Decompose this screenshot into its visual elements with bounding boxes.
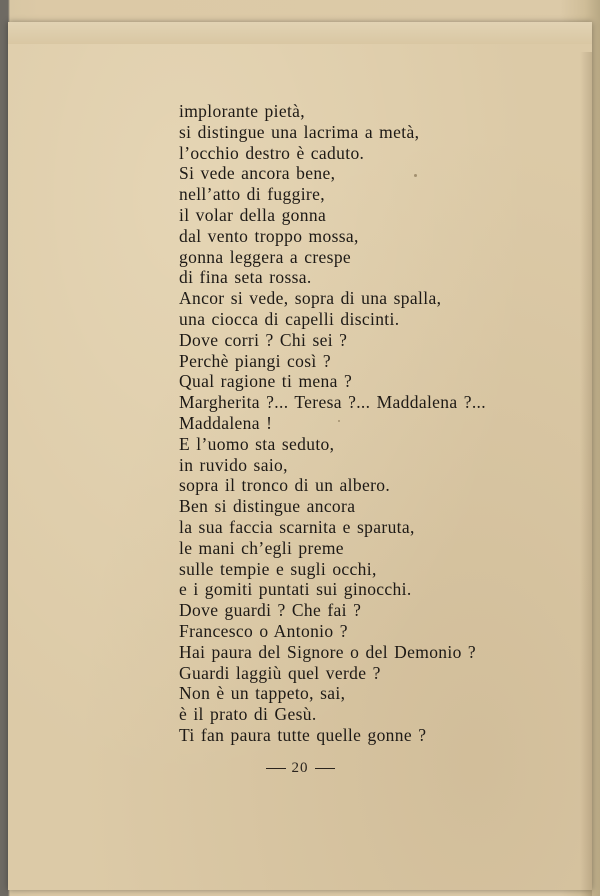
poem-line: Dove corri ? Chi sei ? [179, 329, 348, 350]
poem-line: implorante pietà, [179, 101, 306, 121]
poem-line: una ciocca di capelli discinti. [179, 308, 400, 329]
poem-line: Ben si distingue ancora [179, 496, 356, 517]
page-footer [0, 760, 600, 777]
poem-line: le mani ch’egli preme [179, 537, 344, 558]
poem-line: Perchè piangi così ? [179, 350, 331, 371]
poem-line: Ancor si vede, sopra di una spalla, [179, 288, 442, 309]
poem-line: sopra il tronco di un albero. [179, 475, 391, 496]
poem-line: l’occhio destro è caduto. [179, 142, 365, 163]
poem-line: la sua faccia scarnita e sparuta, [179, 516, 415, 537]
poem-line: e i gomiti puntati sui ginocchi. [179, 579, 412, 600]
poem-text [179, 101, 486, 746]
poem-line: Non è un tappeto, sai, [179, 683, 346, 704]
poem-line: Margherita ?... Teresa ?... Maddalena ?... [179, 392, 487, 413]
poem-line: Guardi laggiù quel verde ? [179, 662, 381, 683]
poem-line: Dove guardi ? Che fai ? [179, 600, 362, 621]
footer-dash-right [315, 768, 335, 769]
poem-line: gonna leggera a crespe [179, 246, 352, 267]
poem-line: E l’uomo sta seduto, [179, 433, 335, 454]
poem-line: il volar della gonna [179, 204, 327, 225]
poem-line: in ruvido saio, [179, 454, 288, 475]
poem-line: sulle tempie e sugli occhi, [179, 558, 377, 579]
poem-line: nell’atto di fuggire, [179, 184, 325, 205]
poem-line: Qual ragione ti mena ? [179, 371, 353, 392]
page-top-edge [8, 22, 592, 44]
poem-line: è il prato di Gesù. [179, 704, 317, 725]
poem-line: dal vento troppo mossa, [179, 225, 359, 246]
poem-line: si distingue una lacrima a metà, [179, 121, 420, 142]
poem-line: di fina seta rossa. [179, 267, 312, 288]
poem-line: Maddalena ! [179, 412, 273, 433]
poem-line: Francesco o Antonio ? [179, 620, 348, 641]
poem-line: Si vede ancora bene, [179, 163, 336, 184]
poem-line: Ti fan paura tutte quelle gonne ? [179, 724, 427, 745]
poem-line: Hai paura del Signore o del Demonio ? [179, 641, 477, 662]
footer-dash-left [266, 768, 286, 769]
page-number: 20 [291, 760, 309, 776]
